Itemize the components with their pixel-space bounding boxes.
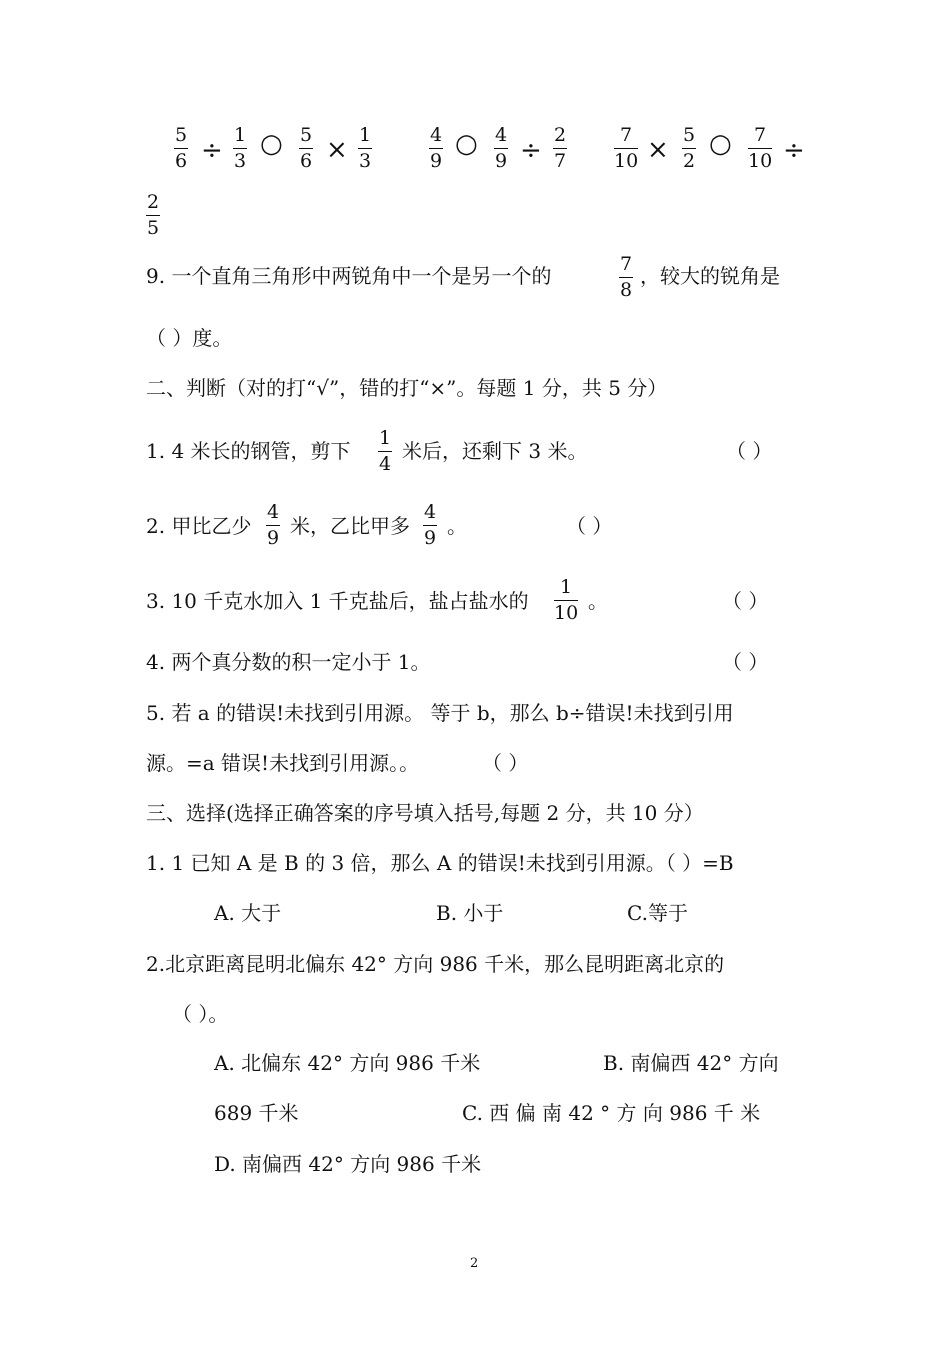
divide-symbol: ÷ xyxy=(520,136,542,166)
choice-item-1-option-c[interactable]: C.等于 xyxy=(627,901,688,925)
judge-item-2-text: 2. 甲比乙少 xyxy=(146,514,252,538)
compare-circle[interactable]: ○ xyxy=(260,129,283,159)
fraction: 1 4 xyxy=(379,427,392,475)
divide-symbol: ÷ xyxy=(201,136,223,166)
fraction: 7 10 xyxy=(614,124,639,172)
judge-item-3-text-end: 。 xyxy=(588,589,608,613)
compare-circle[interactable]: ○ xyxy=(709,129,732,159)
judge-item-1-answer[interactable]: （ ） xyxy=(726,439,773,463)
fraction: 7 10 xyxy=(748,124,773,172)
judge-item-5-text-line2: 源。=a 错误!未找到引用源。。 xyxy=(146,751,420,775)
question-9-text: 9. 一个直角三角形中两锐角中一个是另一个的 xyxy=(146,264,552,288)
section-3-heading: 三、选择(选择正确答案的序号填入括号,每题 2 分，共 10 分） xyxy=(146,801,704,825)
choice-item-2-text: 2.北京距离昆明北偏东 42° 方向 986 千米，那么昆明距离北京的 xyxy=(146,952,725,976)
fraction: 1 3 xyxy=(359,124,372,172)
judge-item-4-answer[interactable]: （ ） xyxy=(722,650,769,674)
fraction: 5 2 xyxy=(683,124,696,172)
choice-item-2-answer-blank[interactable]: （ ）。 xyxy=(172,1002,229,1026)
section-2-heading: 二、判断（对的打“√”，错的打“×”。每题 1 分，共 5 分） xyxy=(146,376,668,400)
judge-item-3-text: 3. 10 千克水加入 1 千克盐后，盐占盐水的 xyxy=(146,589,529,613)
judge-item-1-text: 1. 4 米长的钢管，剪下 xyxy=(146,439,351,463)
fraction: 4 9 xyxy=(267,501,280,549)
judge-item-4-text: 4. 两个真分数的积一定小于 1。 xyxy=(146,650,431,674)
fraction: 1 3 xyxy=(234,124,247,172)
fraction: 2 7 xyxy=(554,124,567,172)
fraction: 4 9 xyxy=(430,124,443,172)
question-9-answer-blank[interactable]: （ ）度。 xyxy=(146,326,233,350)
fraction: 5 6 xyxy=(300,124,313,172)
judge-item-2-text-end: 。 xyxy=(447,514,467,538)
choice-item-1-option-b[interactable]: B. 小于 xyxy=(436,901,504,925)
choice-item-2-option-a[interactable]: A. 北偏东 42° 方向 986 千米 xyxy=(214,1051,481,1075)
page-number: 2 xyxy=(470,1256,479,1271)
question-9-text-end: ，较大的锐角是 xyxy=(640,264,780,288)
choice-item-1-option-a[interactable]: A. 大于 xyxy=(214,901,282,925)
judge-item-2-answer[interactable]: （ ） xyxy=(566,514,613,538)
multiply-symbol: × xyxy=(647,135,669,165)
judge-item-1-text-end: 米后，还剩下 3 米。 xyxy=(402,439,588,463)
fraction: 4 9 xyxy=(495,124,508,172)
judge-item-5-answer[interactable]: （ ） xyxy=(482,751,529,775)
compare-circle[interactable]: ○ xyxy=(455,129,478,159)
judge-item-5-text: 5. 若 a 的错误!未找到引用源。 等于 b，那么 b÷错误!未找到引用 xyxy=(146,701,734,725)
choice-item-2-option-c[interactable]: C. 西 偏 南 42 ° 方 向 986 千 米 xyxy=(462,1101,761,1125)
fraction: 7 8 xyxy=(620,253,633,301)
judge-item-3-answer[interactable]: （ ） xyxy=(722,589,769,613)
divide-symbol: ÷ xyxy=(783,136,805,166)
fraction: 2 5 xyxy=(147,191,160,239)
fraction: 5 6 xyxy=(175,124,188,172)
judge-item-2-text-mid: 米，乙比甲多 xyxy=(290,514,410,538)
fraction: 1 10 xyxy=(554,576,579,624)
choice-item-1-text: 1. 1 已知 A 是 B 的 3 倍，那么 A 的错误!未找到引用源。（ ）=B xyxy=(146,851,734,875)
choice-item-2-option-b-cont: 689 千米 xyxy=(214,1101,299,1125)
multiply-symbol: × xyxy=(326,135,348,165)
fraction: 4 9 xyxy=(424,501,437,549)
choice-item-2-option-d[interactable]: D. 南偏西 42° 方向 986 千米 xyxy=(214,1152,482,1176)
choice-item-2-option-b[interactable]: B. 南偏西 42° 方向 xyxy=(603,1051,779,1075)
